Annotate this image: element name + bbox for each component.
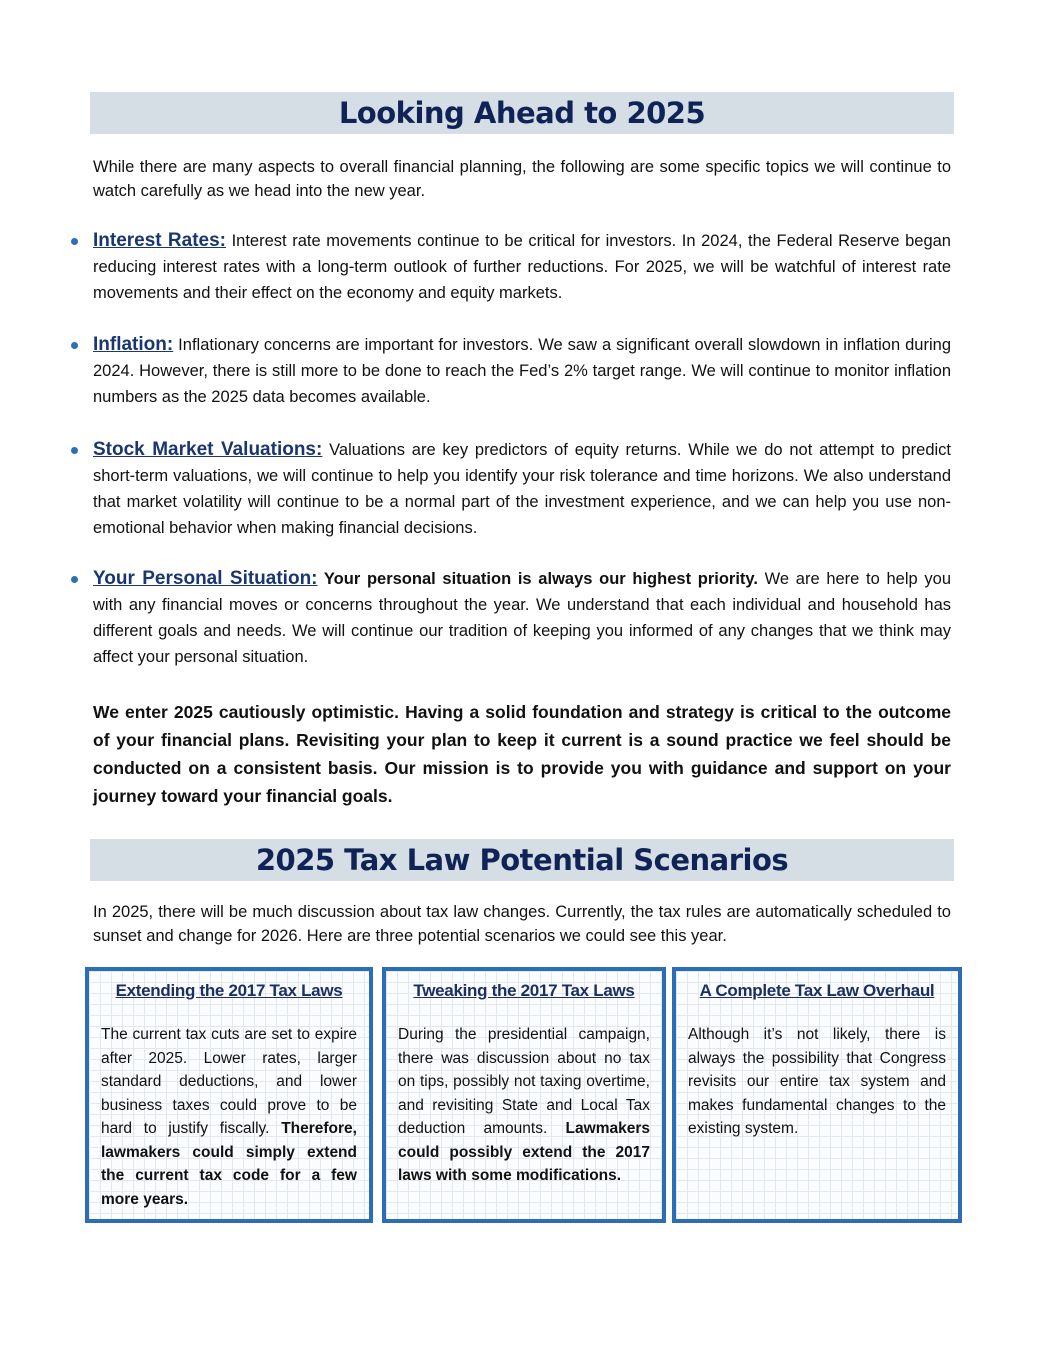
bullet-lead: Your personal situation is always our highest priority.	[317, 570, 758, 588]
bullet-term: Stock Market Valuations:	[93, 439, 323, 460]
scenario-card-extending	[85, 967, 373, 1223]
bullet-personal-situation	[93, 566, 951, 670]
section-banner-tax-scenarios	[90, 839, 954, 881]
intro-paragraph: While there are many aspects to overall financial planning, the following are some specific topics we will continue to watch carefully as we head into the new year.	[93, 158, 951, 200]
closing-statement: We enter 2025 cautiously optimistic. Having a solid foundation and strategy is critical to the outcome of your financial plans. Revisiting your plan to keep it current is a sound practice we feel should be conducted on a consistent basis. Our mission is to provide you with guidance and support on your journey toward your financial goals.	[93, 702, 951, 806]
card-title: Extending the 2017 Tax Laws	[115, 981, 343, 1000]
scenario-card-overhaul	[672, 967, 962, 1223]
bullet-text: Interest rate movements continue to be critical for investors. In 2024, the Federal Reserve began reducing interest rates with a long-term outlook of further reductions. For 2025, we will be watchful of interest rate movements and their effect on the economy and equity markets.	[93, 232, 951, 302]
section-title: Looking Ahead to 2025	[338, 96, 706, 130]
card-body: The current tax cuts are set to expire after 2025. Lower rates, larger standard deductions, and lower business taxes could prove to be hard to justify fiscally. Therefore, lawmakers could simply extend the current tax code for a few more years.	[101, 1026, 357, 1208]
card-title: Tweaking the 2017 Tax Laws	[413, 981, 635, 1000]
bullet-icon	[71, 342, 78, 349]
card-body: Although it’s not likely, there is always the possibility that Congress revisits our entire tax system and makes fundamental changes to the existing system.	[688, 1026, 946, 1137]
bullet-term: Interest Rates:	[93, 230, 226, 251]
bullet-icon	[71, 576, 78, 583]
bullet-text: Inflationary concerns are important for investors. We saw a significant overall slowdown in inflation during 2024. However, there is still more to be done to reach the Fed’s 2% target range. We will continue to monitor inflation numbers as the 2025 data becomes available.	[93, 336, 951, 406]
bullet-icon	[71, 447, 78, 454]
bullet-inflation	[93, 332, 951, 410]
card-title: A Complete Tax Law Overhaul	[699, 981, 935, 1000]
scenario-card-tweaking	[382, 967, 666, 1223]
bullet-term: Inflation:	[93, 334, 174, 355]
section-title: 2025 Tax Law Potential Scenarios	[255, 843, 789, 877]
section-banner-looking-ahead	[90, 92, 954, 134]
card-body: During the presidential campaign, there was discussion about no tax on tips, possibly not taxing overtime, and revisiting State and Local Tax deduction amounts. Lawmakers could possibly extend the 2017 laws with some modifications.	[398, 1026, 650, 1184]
bullet-stock-market-valuations	[93, 437, 951, 541]
bullet-text: We are here to help you with any financial moves or concerns throughout the year. We understand that each individual and household has different goals and needs. We will continue our tradition of keeping you informed of any changes that we think may affect your personal situation.	[93, 570, 951, 666]
bullet-text: Valuations are key predictors of equity returns. While we do not attempt to predict short-term valuations, we will continue to help you identify your risk tolerance and time horizons. We also understand that market volatility will continue to be a normal part of the investment experience, and we can help you use non-emotional behavior when making financial decisions.	[93, 441, 951, 537]
bullet-term: Your Personal Situation:	[93, 568, 318, 589]
tax-intro-paragraph: In 2025, there will be much discussion about tax law changes. Currently, the tax rules are automatically scheduled to sunset and change for 2026. Here are three potential scenarios we could see this year.	[93, 903, 951, 945]
bullet-interest-rates	[93, 228, 951, 306]
bullet-icon	[71, 238, 78, 245]
